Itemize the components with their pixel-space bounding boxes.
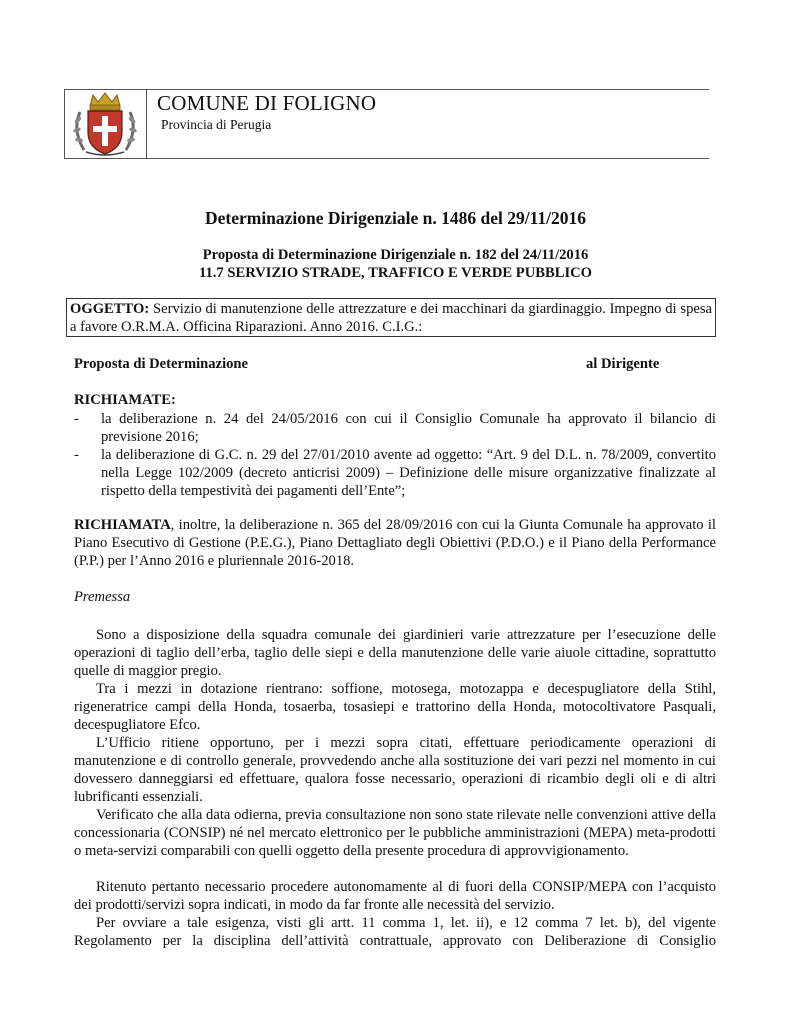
list-item-text: la deliberazione di G.C. n. 29 del 27/01/2010 avente ad oggetto: “Art. 9 del D.L. n. 78/2009, convertito nella Legge 102/2009 (decreto anticrisi 2009) – Definizione delle misure organizzative finalizzate al rispetto della tempestività dei pagamenti dell’Ente”;	[101, 447, 716, 499]
list-dash: -	[74, 411, 79, 427]
header-top-rule	[64, 89, 709, 90]
premessa-paragraph: Verificato che alla data odierna, previa consultazione non sono state rilevate nelle convenzioni attive della concessionaria (CONSIP) né nel mercato elettronico per le pubbliche amministrazioni (MEPA) meta-prodotti o meta-servizi comparabili con quelli oggetto della presente procedura di approvvigionamento.	[74, 807, 716, 859]
header-bottom-rule	[64, 158, 709, 159]
header-divider-rule	[146, 89, 147, 159]
premessa-paragraph: Ritenuto pertanto necessario procedere autonomamente al di fuori della CONSIP/MEPA con l’acquisto dei prodotti/servizi sopra indicati, in modo da far fronte alle necessità del servizio.	[74, 879, 716, 913]
province-name: Provincia di Perugia	[161, 117, 272, 132]
proposal-title: Proposta di Determinazione Dirigenziale n. 182 del 24/11/2016	[202, 247, 589, 263]
richiamate-heading: RICHIAMATE:	[74, 392, 176, 408]
proposal-line-left: Proposta di Determinazione	[74, 356, 249, 372]
header-left-rule	[64, 89, 65, 159]
list-item	[74, 410, 716, 446]
proposal-line-right: al Dirigente	[586, 356, 660, 372]
list-item-text: la deliberazione n. 24 del 24/05/2016 con cui il Consiglio Comunale ha approvato il bilancio di previsione 2016;	[101, 411, 716, 445]
richiamata-paragraph	[74, 516, 716, 570]
premessa-paragraph: Per ovviare a tale esigenza, visti gli artt. 11 comma 1, let. ii), e 12 comma 7 let. b), del vigente Regolamento per la disciplina dell’attività contrattuale, approvato con Deliberazione di Consiglio	[74, 915, 716, 949]
premessa-paragraph: L’Ufficio ritiene opportuno, per i mezzi sopra citati, effettuare periodicamente operazioni di manutenzione e di controllo generale, provvedendo anche alla sostituzione dei vari pezzi nel momento in cui dovessero danneggiarsi ed effettuare, qualora fosse necessario, operazioni di ricambio degli oli e di altri lubrificanti essenziali.	[74, 735, 716, 805]
premessa-heading: Premessa	[74, 589, 131, 605]
determination-title: Determinazione Dirigenziale n. 1486 del 29/11/2016	[204, 208, 587, 228]
richiamata-text: , inoltre, la deliberazione n. 365 del 28/09/2016 con cui la Giunta Comunale ha approvato il Piano Esecutivo di Gestione (P.E.G.), Piano Dettagliato degli Obiettivi (P.D.O.) e il Piano della Performance (P.P.) per l’Anno 2016 e pluriennale 2016-2018.	[74, 517, 716, 569]
municipality-name: COMUNE DI FOLIGNO	[157, 91, 377, 115]
list-dash: -	[74, 447, 79, 463]
service-title: 11.7 SERVIZIO STRADE, TRAFFICO E VERDE PUBBLICO	[198, 265, 593, 281]
richiamata-label: RICHIAMATA	[74, 517, 171, 533]
coat-of-arms-icon	[66, 90, 144, 158]
subject-box	[66, 298, 716, 337]
subject-text: Servizio di manutenzione delle attrezzature e dei macchinari da giardinaggio. Impegno di spesa a favore O.R.M.A. Officina Riparazioni. Anno 2016. C.I.G.:	[70, 301, 712, 335]
premessa-paragraph: Sono a disposizione della squadra comunale dei giardinieri varie attrezzature per l’esecuzione delle operazioni di taglio dell’erba, taglio delle siepi e della manutenzione delle varie aiuole cittadine, soprattutto quelle di maggior pregio.	[74, 627, 716, 679]
premessa-paragraph: Tra i mezzi in dotazione rientrano: soffione, motosega, motozappa e decespugliatore della Stihl, rigeneratrice campi della Honda, tosaerba, tosasiepi e trattorino della Honda, motocoltivatore Pasquali, decespugliatore Efco.	[74, 681, 716, 733]
subject-label: OGGETTO:	[70, 301, 150, 317]
list-item	[74, 446, 716, 500]
